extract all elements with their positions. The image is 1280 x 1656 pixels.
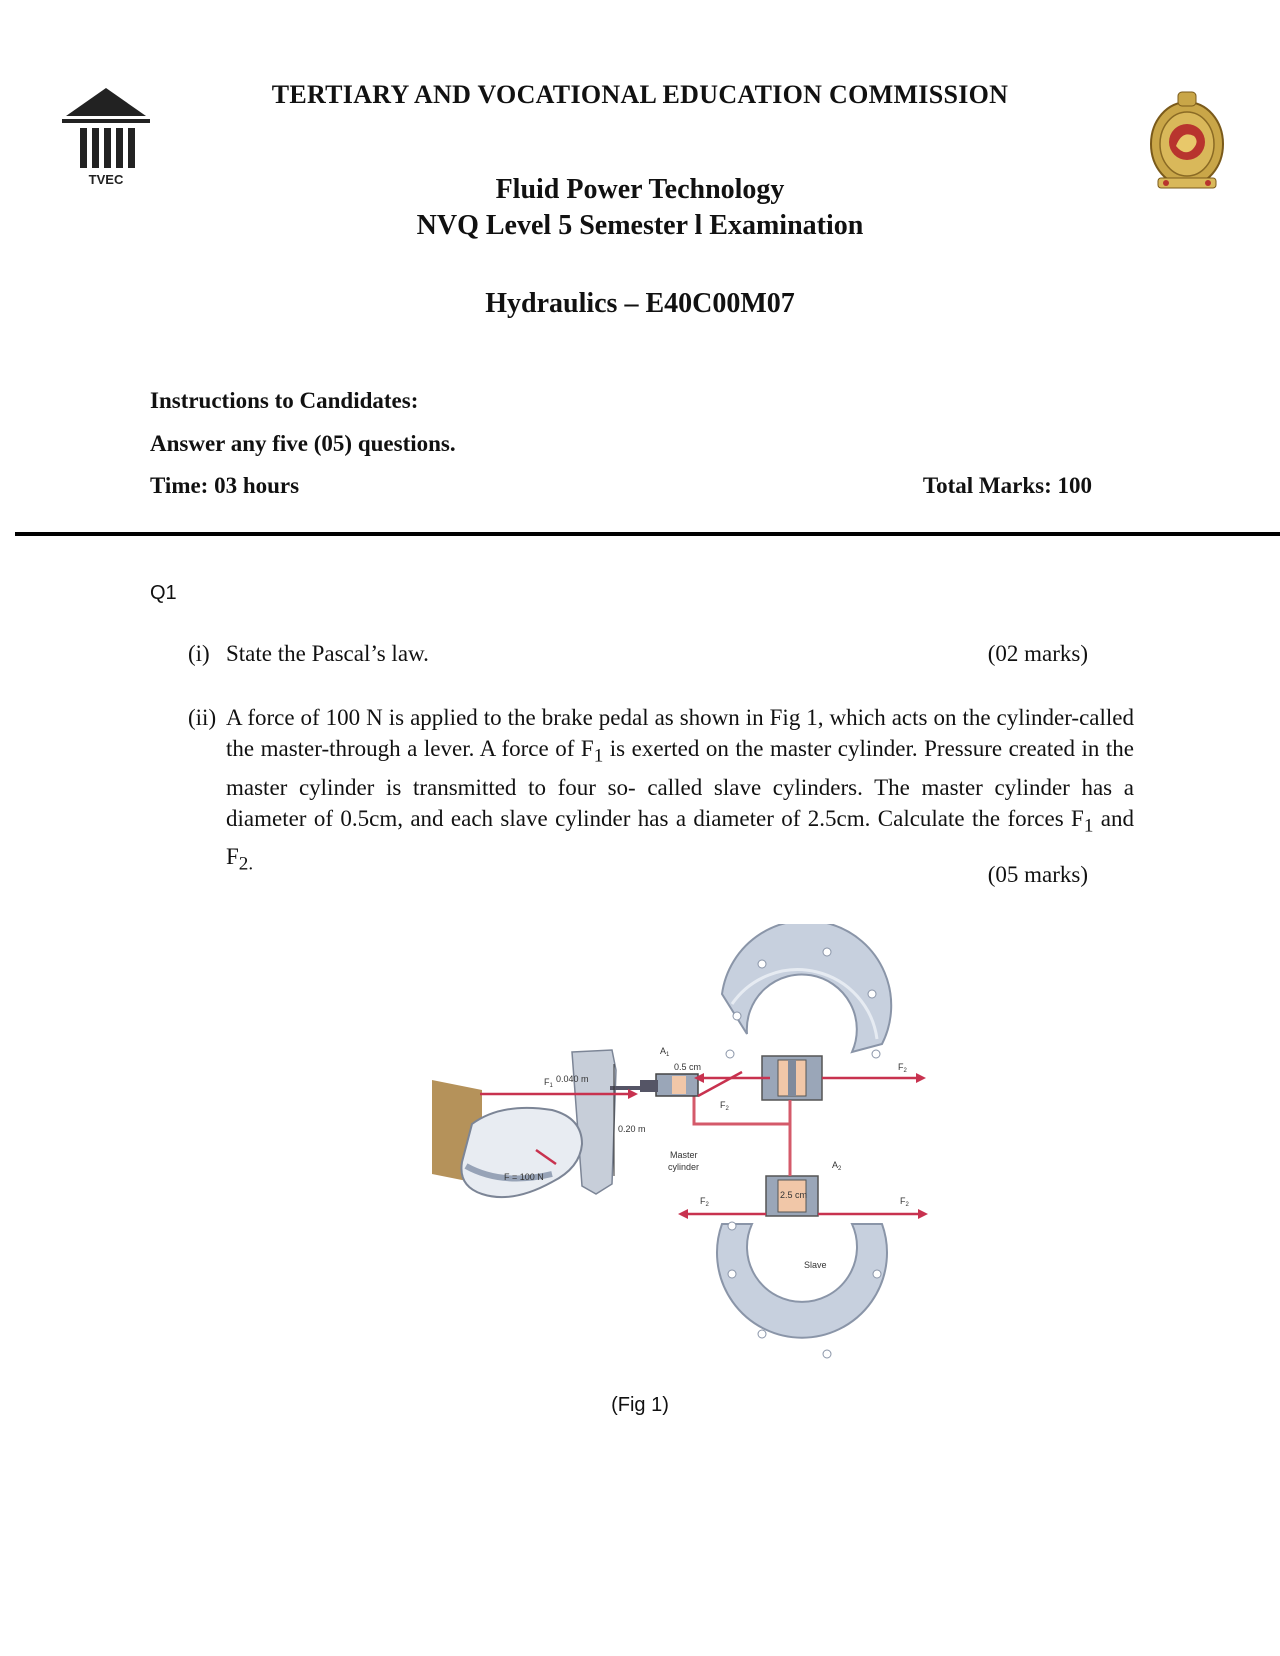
label-f1: $F_1$ bbox=[544, 1077, 553, 1089]
brake-system-figure bbox=[432, 924, 932, 1386]
label-f2-bottom-right: $F_2$ bbox=[900, 1196, 909, 1208]
tvec-logo-text: TVEC bbox=[88, 172, 124, 187]
tvec-logo-icon bbox=[58, 88, 154, 188]
label-f2-bottom-left: $F_2$ bbox=[700, 1196, 709, 1208]
question-label: Q1 bbox=[150, 582, 177, 604]
instructions-line: Answer any five (05) questions. bbox=[150, 431, 456, 456]
label-master: Master bbox=[670, 1150, 698, 1160]
module-title: Hydraulics – E40C00M07 bbox=[485, 288, 795, 319]
tvec-logo bbox=[58, 88, 154, 188]
label-020m: 0.20 m bbox=[618, 1124, 646, 1134]
label-0040m: 0.040 m bbox=[556, 1074, 589, 1084]
part-ii-number: (ii) bbox=[188, 705, 217, 730]
label-cylinder: cylinder bbox=[668, 1162, 700, 1172]
part-ii-text-a: A force of 100 N is applied to the brake pedal as shown in Fig 1, which acts on the cylinder-called the master-through a lever. A force of F bbox=[226, 705, 1134, 761]
label-f2-top-right: $F_2$ bbox=[898, 1062, 907, 1074]
label-master-dia: 0.5 cm bbox=[674, 1062, 702, 1072]
organization-title: TERTIARY AND VOCATIONAL EDUCATION COMMISSION bbox=[271, 80, 1009, 109]
label-slave: Slave bbox=[804, 1260, 827, 1270]
master-cylinder bbox=[640, 1074, 698, 1096]
instructions-heading: Instructions to Candidates: bbox=[150, 388, 419, 413]
label-slave-dia: 2.5 cm bbox=[780, 1190, 808, 1200]
figure-caption: (Fig 1) bbox=[611, 1394, 669, 1416]
label-force: F = 100 N bbox=[504, 1172, 544, 1182]
part-ii-text bbox=[226, 702, 1134, 880]
part-i-marks: (02 marks) bbox=[987, 641, 1088, 666]
subject-title: Fluid Power Technology bbox=[495, 174, 785, 205]
bottom-brake-shoe bbox=[717, 1222, 887, 1358]
part-ii-text-b: is exerted on the master cylinder. Pressure created in the master cylinder is transmitted to four so- called slave cylinders. The master cylinder has a diameter of 0.5cm, and each slave cylinder has a diameter of 2.5cm. Calculate the forces F bbox=[226, 736, 1134, 831]
header-divider bbox=[15, 532, 1280, 536]
time-allowed: Time: 03 hours bbox=[150, 473, 300, 498]
label-a1: $A_1$ bbox=[660, 1046, 670, 1058]
part-ii-sub-2: 1 bbox=[1083, 815, 1094, 837]
part-i-text: State the Pascal’s law. bbox=[226, 641, 429, 666]
top-slave-cylinder bbox=[762, 1056, 822, 1100]
foot-shoe bbox=[461, 1108, 582, 1197]
brake-system-illustration bbox=[432, 924, 932, 1386]
part-i-number: (i) bbox=[188, 641, 210, 666]
part-ii-sub-1: 1 bbox=[593, 745, 604, 767]
exam-title: NVQ Level 5 Semester l Examination bbox=[416, 210, 864, 241]
brake-pedal-lever bbox=[572, 1050, 642, 1194]
top-brake-shoe bbox=[722, 924, 891, 1058]
part-ii-sub-3: 2. bbox=[238, 853, 254, 875]
part-ii-text-c: and F bbox=[226, 805, 1134, 870]
label-f2-master: $F_2$ bbox=[720, 1100, 729, 1112]
total-marks: Total Marks: 100 bbox=[922, 473, 1092, 498]
part-ii-marks: (05 marks) bbox=[987, 862, 1088, 887]
label-a2: $A_2$ bbox=[832, 1160, 842, 1172]
